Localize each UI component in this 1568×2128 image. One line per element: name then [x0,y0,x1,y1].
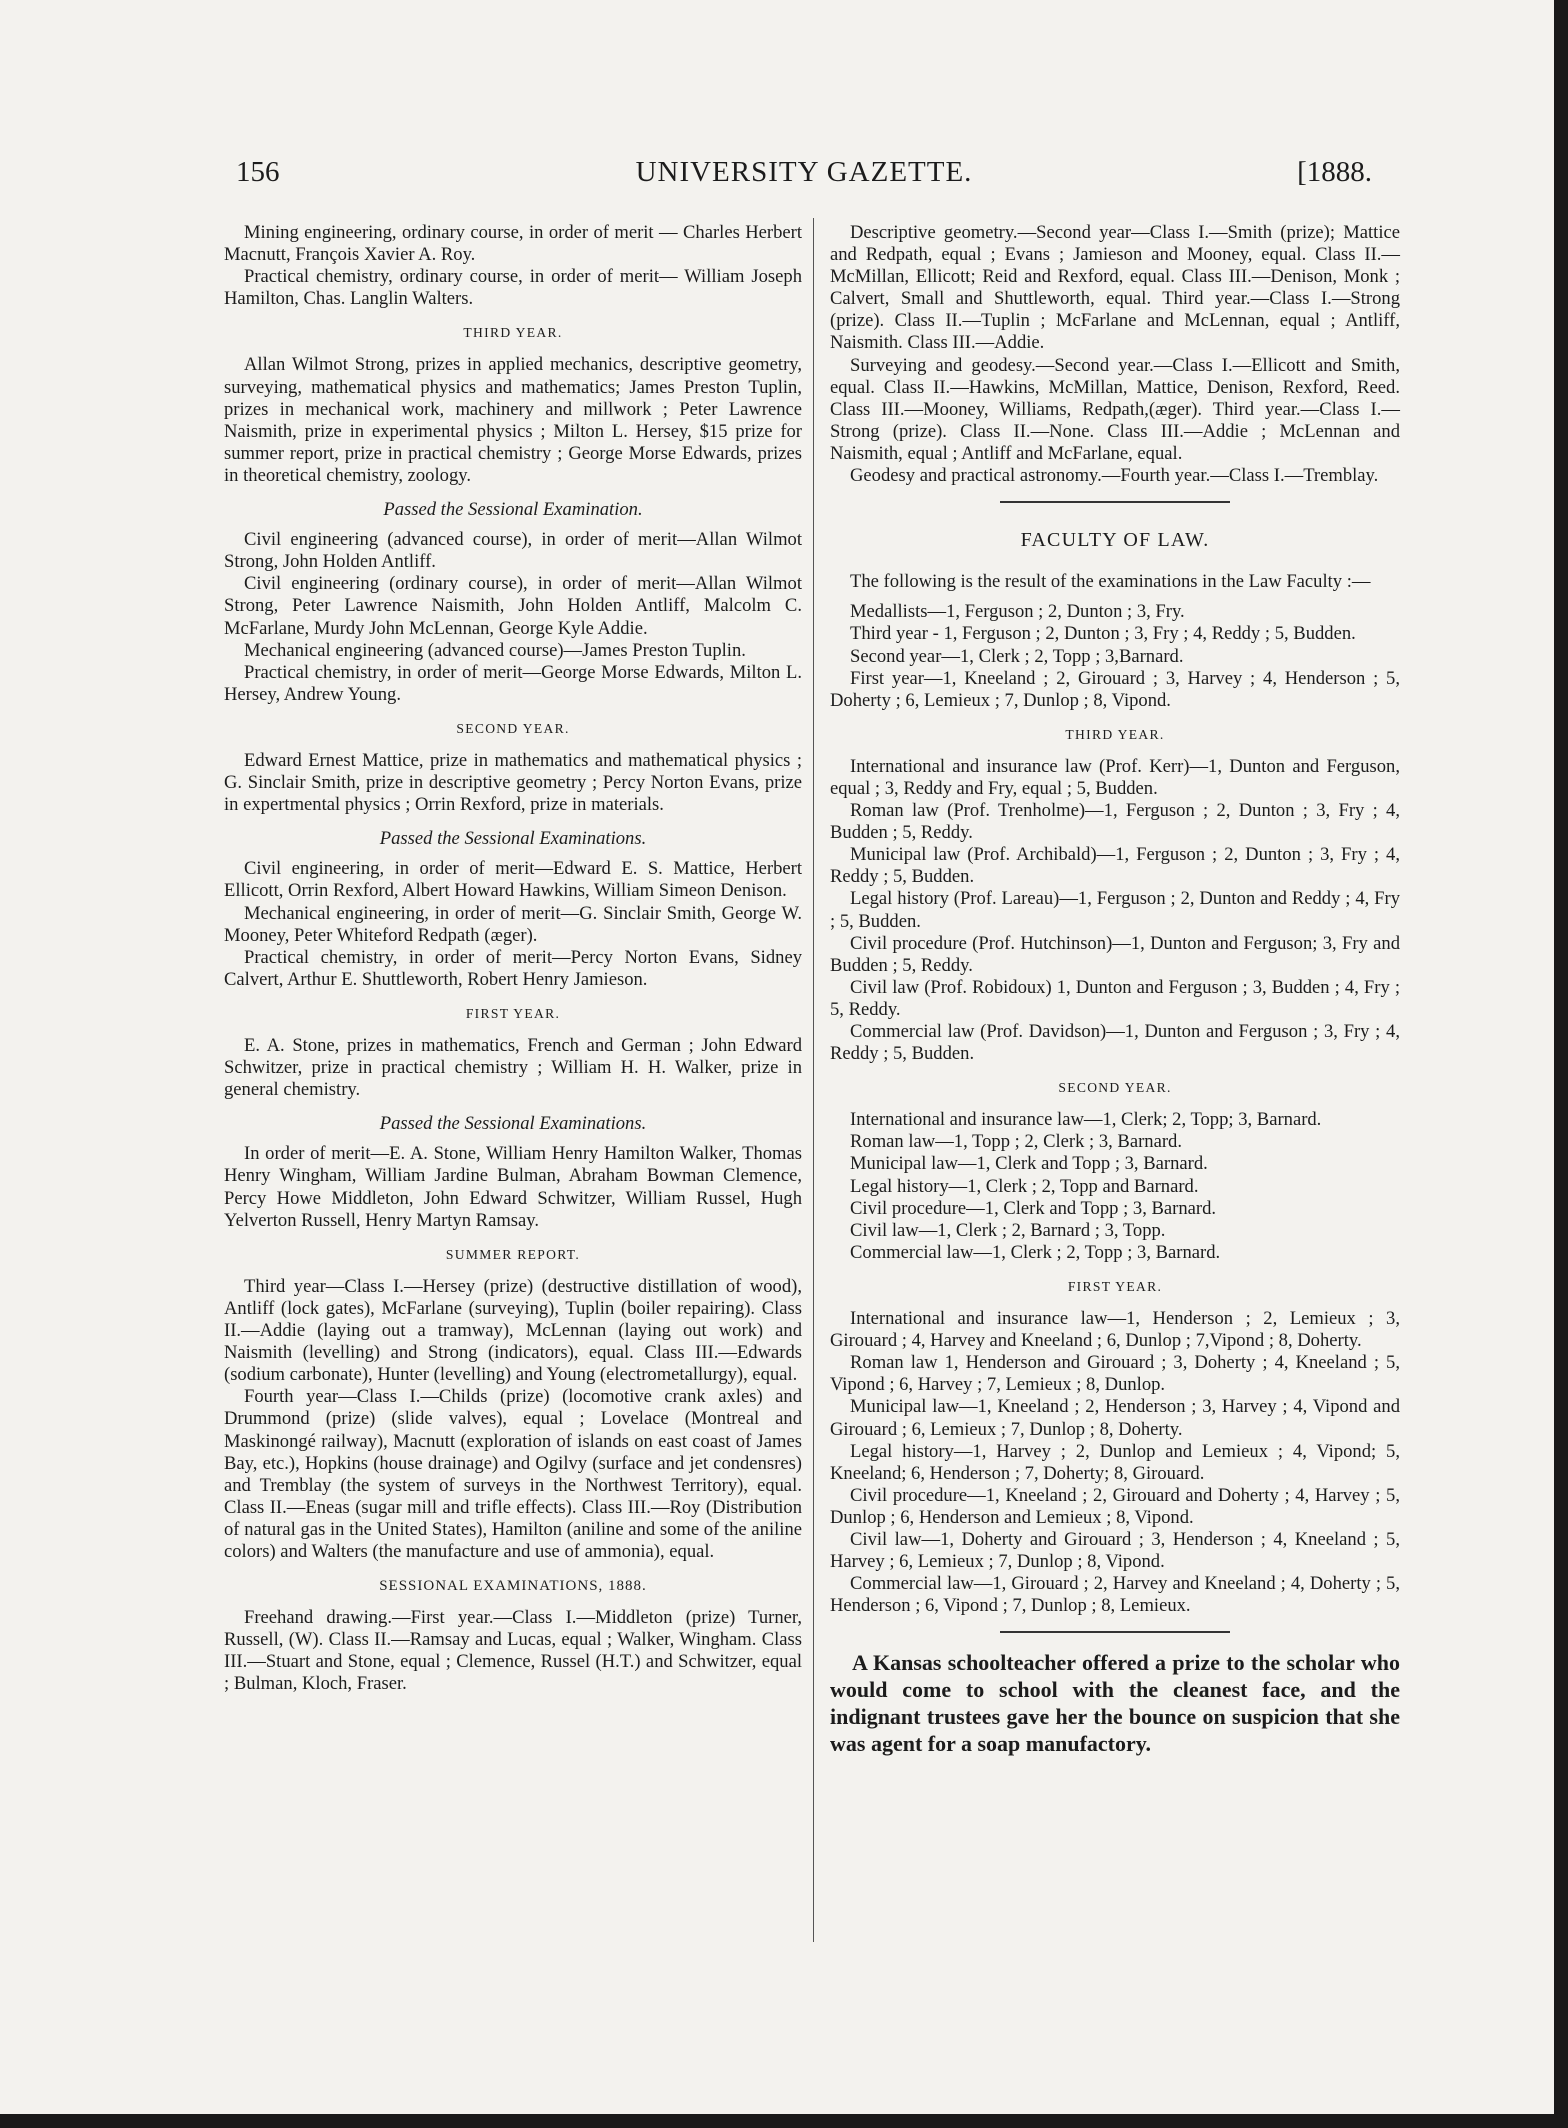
paragraph: Mechanical engineering, in order of merit—G. Sinclair Smith, George W. Mooney, Peter Whiteford Redpath (æger). [224,902,802,946]
paragraph: Commercial law—1, Clerk ; 2, Topp ; 3, Barnard. [850,1241,1221,1263]
page-number: 156 [236,156,280,188]
page-header [236,156,1372,196]
page-edge-right [1554,0,1568,2128]
paragraph: Geodesy and practical astronomy.—Fourth year.—Class I.—Tremblay. [850,465,1379,487]
subheading-passed: Passed the Sessional Examination. [383,499,643,521]
paragraph: Practical chemistry, in order of merit—Percy Norton Evans, Sidney Calvert, Arthur E. Shuttleworth, Robert Henry Jamieson. [224,946,802,990]
section-heading-summer-report: SUMMER REPORT. [445,1246,581,1262]
paragraph: Civil procedure—1, Clerk and Topp ; 3, Barnard. [850,1197,1217,1219]
section-divider [1000,501,1230,503]
column-divider [813,218,814,1942]
paragraph: Civil engineering (advanced course), in order of merit—Allan Wilmot Strong, John Holden Antliff. [224,529,802,573]
page-edge-bottom [0,2114,1568,2128]
section-heading-first-year: FIRST YEAR. [465,1005,561,1021]
paragraph: Third year - 1, Ferguson ; 2, Dunton ; 3, Fry ; 4, Reddy ; 5, Budden. [850,623,1356,645]
paragraph: Descriptive geometry.—Second year—Class I.—Smith (prize); Mattice and Redpath, equal ; Evans ; Jamieson and Mooney, equal. Class II.—McMillan, Ellicott; Reid and Rexford, equal. Class III.—Denison, Monk ; Calvert, Small and Shuttleworth, equal. Third year.—Class I.—Strong (prize). Class II.—Tuplin ; McFarlane and McLennan, equal ; Antliff, Naismith. Class III.—Addie. [830,222,1400,354]
paragraph: Edward Ernest Mattice, prize in mathematics and mathematical physics ; G. Sinclair Smith, prize in descriptive geometry ; Percy Norton Evans, prize in expertmental physics ; Orrin Rexford, prize in materials. [224,749,802,816]
paragraph: Roman law (Prof. Trenholme)—1, Ferguson ; 2, Dunton ; 3, Fry ; 4, Budden ; 5, Reddy. [830,800,1400,844]
paragraph: Roman law 1, Henderson and Girouard ; 3, Doherty ; 4, Kneeland ; 5, Vipond ; 6, Harvey ; 7, Lemieux ; 8, Dunlop. [830,1352,1400,1396]
notice-text: A Kansas schoolteacher offered a prize to the scholar who would come to school with the cleanest face, and the indignant trustees gave her the bounce on suspicion that she was agent for a soap manufactory. [830,1650,1400,1757]
paragraph: International and insurance law—1, Henderson ; 2, Lemieux ; 3, Girouard ; 4, Harvey and Kneeland ; 6, Dunlop ; 7,Vipond ; 8, Doherty. [830,1308,1400,1352]
section-heading-third-year: THIRD YEAR. [463,325,563,341]
paragraph: Roman law—1, Topp ; 2, Clerk ; 3, Barnard. [850,1131,1182,1153]
paragraph: Civil law—1, Doherty and Girouard ; 3, Henderson ; 4, Kneeland ; 5, Harvey ; 6, Lemieux ; 7, Dunlop ; 8, Vipond. [830,1528,1400,1573]
paragraph: Commercial law—1, Girouard ; 2, Harvey and Kneeland ; 4, Doherty ; 5, Henderson ; 6, Vipond ; 7, Dunlop ; 8, Lemieux. [830,1573,1400,1617]
paragraph: International and insurance law (Prof. Kerr)—1, Dunton and Ferguson, equal ; 3, Reddy and Fry, equal ; 5, Budden. [830,755,1400,799]
subheading-passed: Passed the Sessional Examinations. [379,828,647,850]
section-heading-sessional: SESSIONAL EXAMINATIONS, 1888. [379,1578,647,1595]
paragraph: In order of merit—E. A. Stone, William Henry Hamilton Walker, Thomas Henry Wingham, William Jardine Bulman, Abraham Bowman Clemence, Percy Howe Middleton, John Edward Schwitzer, William Russel, Hugh Yelverton Russell, Henry Martyn Ramsay. [224,1143,802,1231]
paragraph: Fourth year—Class I.—Childs (prize) (locomotive crank axles) and Drummond (prize) (slide valves), equal ; Lovelace (Montreal and Maskinongé railway), Macnutt (exploration of islands on east coast of James Bay, etc.), Hopkins (house drainage) and Ogilvy (surface and jet condensres) and Tremblay (the system of surveys in the Northwest Territory), equal. Class II.—Eneas (sugar mill and trifle effects). Class III.—Roy (Distribution of natural gas in the United States), Hamilton (aniline and some of the aniline colors) and Walters (the manufacture and use of ammonia), equal. [224,1386,802,1562]
paragraph: Civil procedure—1, Kneeland ; 2, Girouard and Doherty ; 4, Harvey ; 5, Dunlop ; 6, Henderson and Lemieux ; 8, Vipond. [830,1484,1400,1528]
paragraph: Legal history (Prof. Lareau)—1, Ferguson ; 2, Dunton and Reddy ; 4, Fry ; 5, Budden. [830,888,1400,932]
paragraph: Second year—1, Clerk ; 2, Topp ; 3,Barnard. [850,645,1184,667]
paragraph: Legal history—1, Harvey ; 2, Dunlop and Lemieux ; 4, Vipond; 5, Kneeland; 6, Henderson ; 7, Doherty; 8, Girouard. [830,1440,1400,1484]
right-column [830,222,1400,1757]
paragraph: Freehand drawing.—First year.—Class I.—Middleton (prize) Turner, Russell, (W). Class II.—Ramsay and Lucas, equal ; Walker, Wingham. Class III.—Stuart and Stone, equal ; Clemence, Russel (H.T.) and Schwitzer, equal ; Bulman, Kloch, Fraser. [224,1607,802,1695]
paragraph: International and insurance law—1, Clerk; 2, Topp; 3, Barnard. [850,1109,1322,1131]
paragraph: Municipal law—1, Kneeland ; 2, Henderson ; 3, Harvey ; 4, Vipond and Girouard ; 6, Lemieux ; 7, Dunlop ; 8, Doherty. [830,1396,1400,1440]
paragraph: Medallists—1, Ferguson ; 2, Dunton ; 3, Fry. [850,601,1185,623]
journal-title: UNIVERSITY GAZETTE. [635,156,973,188]
paragraph: Practical chemistry, ordinary course, in order of merit— William Joseph Hamilton, Chas. Langlin Walters. [224,266,802,310]
section-heading-third-year: THIRD YEAR. [1065,726,1165,742]
section-heading-first-year: FIRST YEAR. [1067,1278,1163,1294]
paragraph: Legal history—1, Clerk ; 2, Topp and Barnard. [850,1175,1199,1197]
section-heading-second-year: SECOND YEAR. [1058,1080,1172,1096]
paragraph: Practical chemistry, in order of merit—George Morse Edwards, Milton L. Hersey, Andrew Young. [224,661,802,705]
paragraph: Mechanical engineering (advanced course)—James Preston Tuplin. [244,639,746,661]
paragraph: Third year—Class I.—Hersey (prize) (destructive distillation of wood), Antliff (lock gates), McFarlane (surveying), Tuplin (boiler repairing). Class II.—Addie (laying out a tramway), McLennan (laying out work) and Naismith (levelling) and Strong (indicators), equal. Class III.—Edwards (sodium carbonate), Hunter (levelling) and Young (electrometallurgy), equal. [224,1275,802,1386]
section-divider [1000,1631,1230,1633]
notice-paragraph [830,1649,1400,1757]
paragraph: The following is the result of the examinations in the Law Faculty :— [850,571,1371,593]
paragraph: Civil engineering (ordinary course), in order of merit—Allan Wilmot Strong, Peter Lawrence Naismith, John Holden Antliff, Malcolm C. McFarlane, Murdy John McLennan, George Kyle Addie. [224,573,802,639]
paragraph: Civil procedure (Prof. Hutchinson)—1, Dunton and Ferguson; 3, Fry and Budden ; 5, Reddy. [830,932,1400,976]
subheading-passed: Passed the Sessional Examinations. [379,1113,647,1135]
paragraph: Surveying and geodesy.—Second year.—Class I.—Ellicott and Smith, equal. Class II.—Hawkins, McMillan, Mattice, Denison, Rexford, Reed. Class III.—Mooney, Williams, Redpath,(æger). Third year.—Class I.—Strong (prize). Class II.—None. Class III.—Addie ; McLennan and Naismith, equal ; Antliff and McFarlane, equal. [830,354,1400,464]
paragraph: Municipal law (Prof. Archibald)—1, Ferguson ; 2, Dunton ; 3, Fry ; 4, Reddy ; 5, Budden. [830,844,1400,888]
paragraph: Commercial law (Prof. Davidson)—1, Dunton and Ferguson ; 3, Fry ; 4, Reddy ; 5, Budden. [830,1021,1400,1065]
faculty-of-law-heading: FACULTY OF LAW. [1020,529,1210,552]
paragraph: Civil law (Prof. Robidoux) 1, Dunton and Ferguson ; 3, Budden ; 4, Fry ; 5, Reddy. [830,976,1400,1020]
paragraph: E. A. Stone, prizes in mathematics, French and German ; John Edward Schwitzer, prize in practical chemistry ; William H. H. Walker, prize in general chemistry. [224,1035,802,1101]
left-column [224,222,802,1696]
paragraph: Municipal law—1, Clerk and Topp ; 3, Barnard. [850,1153,1208,1175]
paragraph: Allan Wilmot Strong, prizes in applied mechanics, descriptive geometry, surveying, mathematical physics and mathematics; James Preston Tuplin, prizes in mechanical work, machinery and millwork ; Peter Lawrence Naismith, prize in experimental physics ; Milton L. Hersey, $15 prize for summer report, prize in practical chemistry ; George Morse Edwards, prizes in theoretical chemistry, zoology. [224,354,802,486]
paragraph: Mining engineering, ordinary course, in order of merit — Charles Herbert Macnutt, François Xavier A. Roy. [224,222,802,266]
page-year: [1888. [1297,156,1372,188]
section-heading-second-year: SECOND YEAR. [456,720,570,736]
paragraph: Civil engineering, in order of merit—Edward E. S. Mattice, Herbert Ellicott, Orrin Rexford, Albert Howard Hawkins, William Simeon Denison. [224,858,802,902]
paragraph: Civil law—1, Clerk ; 2, Barnard ; 3, Topp. [850,1219,1166,1241]
paragraph: First year—1, Kneeland ; 2, Girouard ; 3, Harvey ; 4, Henderson ; 5, Doherty ; 6, Lemieux ; 7, Dunlop ; 8, Vipond. [830,667,1400,711]
